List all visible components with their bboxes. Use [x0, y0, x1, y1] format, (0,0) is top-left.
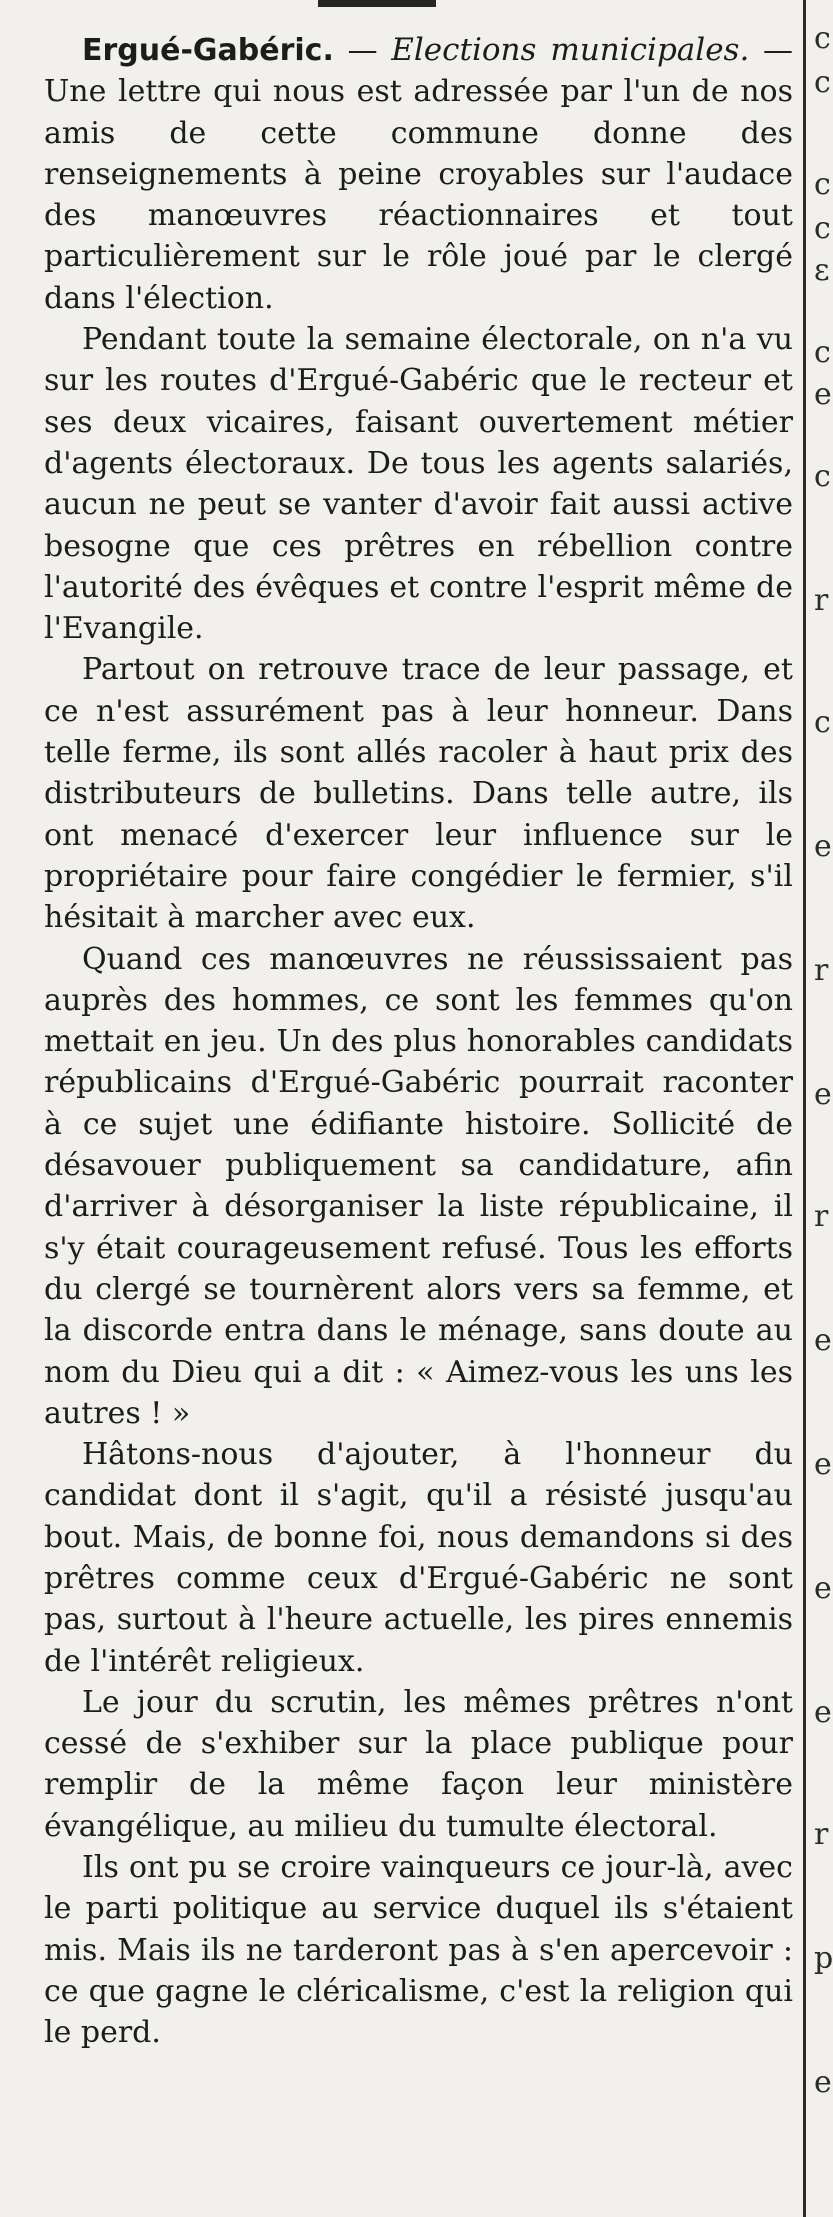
margin-glyph: ε — [814, 253, 830, 288]
margin-glyph: c — [814, 705, 831, 740]
top-rule — [318, 0, 436, 7]
margin-glyph: e — [814, 1695, 832, 1730]
paragraph: Pendant toute la semaine électorale, on n'a vu sur les routes d'Ergué-Gabéric que le recteur et ses deux vicaires, faisant ouvertement métier d'agents électoraux. De tous les agents salariés, aucun ne peut se vanter d'avoir fait aussi active besogne que ces prêtres en rébellion contre l'autorité des évêques et contre l'esprit même de l'Evangile. — [44, 322, 793, 647]
margin-glyph: c — [814, 65, 831, 100]
paragraph: Hâtons-nous d'ajouter, à l'honneur du candidat dont il s'agit, qu'il a résisté jusqu'au bout. Mais, de bonne foi, nous demandons si des prêtres comme ceux d'Ergué-Gabéric ne sont pas, surtout à l'heure actuelle, les pires ennemis de l'intérêt religieux. — [44, 1437, 793, 1679]
lead-paragraph — [44, 30, 793, 319]
column-rule — [803, 0, 806, 2217]
margin-glyph: c — [814, 167, 831, 202]
paragraph: Le jour du scrutin, les mêmes prêtres n'ont cessé de s'exhiber sur la place publique pour remplir de la même façon leur ministère évangélique, au milieu du tumulte électoral. — [44, 1684, 793, 1844]
lead-text: — Une lettre qui nous est adressée par l'un de nos amis de cette commune donne des renseignements à peine croyables sur l'audace des manœuvres réactionnaires et tout particulièrement sur le rôle joué par le clergé dans l'élection. — [44, 33, 794, 316]
paragraph: Partout on retrouve trace de leur passage, et ce n'est assurément pas à leur honneur. Dans telle ferme, ils sont allés racoler à haut prix des distributeurs de bulletins. Dans telle autre, ils ont menacé d'exercer leur influence sur le propriétaire pour faire congédier le fermier, s'il hésitait à marcher avec eux. — [44, 652, 793, 936]
margin-glyph: e — [814, 829, 832, 864]
article — [44, 30, 793, 2054]
margin-glyph: e — [814, 1077, 832, 1112]
margin-glyph: r — [814, 1817, 829, 1852]
margin-glyph: e — [814, 1571, 832, 1606]
margin-glyph: e — [814, 377, 832, 412]
article-subject: Elections municipales. — [391, 32, 750, 68]
margin-glyph: e — [814, 1447, 832, 1482]
adjacent-column-fragment — [812, 0, 833, 2217]
margin-glyph: p — [814, 1941, 833, 1976]
headline-dash: — — [333, 33, 392, 68]
margin-glyph: r — [814, 583, 829, 618]
margin-glyph: c — [814, 335, 831, 370]
margin-glyph: c — [814, 21, 831, 56]
margin-glyph: e — [814, 1323, 832, 1358]
paragraph: Ils ont pu se croire vainqueurs ce jour-là, avec le parti politique au service duquel ils s'étaient mis. Mais ils ne tarderont pas à s'en apercevoir : ce que gagne le cléricalisme, c'est la religion qui le perd. — [44, 1850, 793, 2051]
place-name: Ergué-Gabéric. — [82, 33, 334, 68]
margin-glyph: r — [814, 953, 829, 988]
margin-glyph: c — [814, 459, 831, 494]
margin-glyph: e — [814, 2065, 832, 2100]
margin-glyph: c — [814, 211, 831, 246]
margin-glyph: r — [814, 1199, 829, 1234]
paragraph: Quand ces manœuvres ne réussissaient pas auprès des hommes, ce sont les femmes qu'on mettait en jeu. Un des plus honorables candidats républicains d'Ergué-Gabéric pourrait raconter à ce sujet une édifiante histoire. Sollicité de désavouer publiquement sa candidature, afin d'arriver à désorganiser la liste républicaine, il s'y était courageusement refusé. Tous les efforts du clergé se tournèrent alors vers sa femme, et la discorde entra dans le ménage, sans doute au nom du Dieu qui a dit : « Aimez-vous les uns les autres ! » — [44, 941, 793, 1431]
